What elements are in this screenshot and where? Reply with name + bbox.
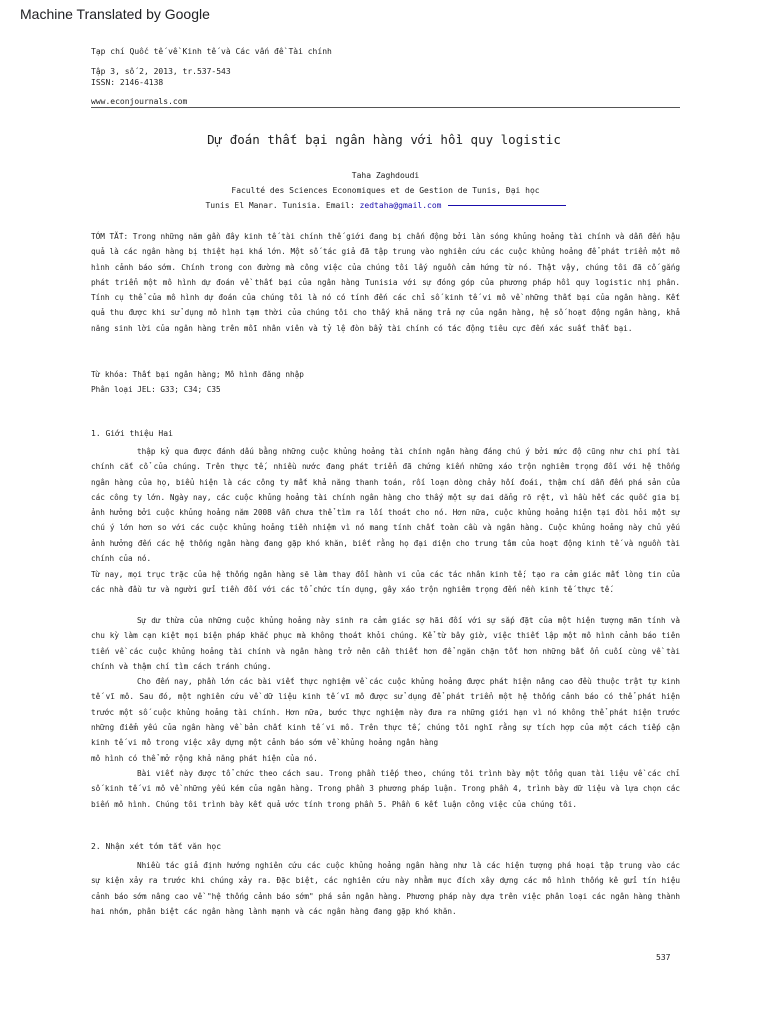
machine-translated-banner: Machine Translated by Google bbox=[20, 6, 210, 22]
author-affiliation-line2 bbox=[91, 198, 680, 213]
section-1-paragraph-2: Từ nay, mọi trục trặc của hệ thống ngân hàng sẽ làm thay đổi hành vi của các tác nhân kinh tế; tạo ra cảm giác mất lòng tin của các nhà đầu tư và người gửi tiền đối với các tổ chức tín dụng, gây xáo trộn nghiêm trọng đến nền kinh tế thực tế. bbox=[91, 570, 680, 595]
section-2-heading: 2. Nhận xét tóm tắt văn học bbox=[91, 842, 222, 851]
section-1-paragraph-1 bbox=[91, 444, 680, 566]
author-email-link[interactable]: zedtaha@gmail.com bbox=[359, 201, 442, 210]
email-underline bbox=[448, 205, 566, 206]
journal-volume: Tập 3, số 2, 2013, tr.537-543 bbox=[91, 67, 231, 76]
paragraph-text: Bài viết này được tổ chức theo cách sau. Trong phần tiếp theo, chúng tôi trình bày một tổng quan tài liệu về các chỉ số kinh tế vi mô về những yếu kém của ngân hàng. Trong phần 3 phương pháp luận. Trong phần 4, trình bày dữ liệu và lựa chọn các biến mô hình. Chúng tôi trình bày kết quả ước tính trong phần 5. Phần 6 kết luận công việc của chúng tôi. bbox=[91, 769, 680, 809]
section-1-heading: 1. Giới thiệu Hai bbox=[91, 429, 173, 438]
page-number: 537 bbox=[656, 953, 671, 962]
author-affiliation: Faculté des Sciences Economiques et de Gestion de Tunis, Đại học bbox=[231, 186, 540, 195]
section-1-paragraph-5 bbox=[91, 766, 680, 812]
journal-name: Tạp chí Quốc tế về Kinh tế và Các vấn đề Tài chính bbox=[91, 47, 332, 56]
abstract: TÓM TẮT: Trong những năm gần đây kinh tế tài chính thế giới đang bị chấn động bởi làn sóng khủng hoảng tài chính và dẫn đến hậu quả là các ngân hàng bị thiệt hại khá lớn. Một số tác giả đã tập trung vào nghiên cứu các cuộc khủng hoảng để phát triển một mô hình cảnh báo sớm. Chính trong con đường mà công việc của chúng tôi lấy nguồn cảm hứng từ nó. Thật vậy, chúng tôi đã cố gắng phát triển một mô hình dự đoán về thất bại của ngân hàng Tunisia với sự đóng góp của phương pháp hồi quy logistic nhị phân. Tính cụ thể của mô hình dự đoán của chúng tôi là nó có tính đến các chỉ số kinh tế vi mô về những thất bại của ngân hàng. Kết quả thu được khi sử dụng mô hình tạm thời của chúng tôi cho thấy khả năng trả nợ của ngân hàng, hệ số hoạt động ngân hàng, khả năng sinh lời của ngân hàng trên mỗi nhân viên và tỷ lệ đòn bẩy tài chính có tác động tiêu cực đến xác suất thất bại. bbox=[91, 232, 680, 333]
section-1-paragraph-3 bbox=[91, 613, 680, 674]
section-2-paragraph-1 bbox=[91, 858, 680, 919]
paragraph-text: Nhiều tác giả định hướng nghiên cứu các cuộc khủng hoảng ngân hàng như là các hiện tượng phá hoại tập trung vào các sự kiện xảy ra trước khi chúng xảy ra. Đặc biệt, các nghiên cứu này nhằm mục đích xây dựng các mô hình thống kê gửi tín hiệu cảnh báo sớm nâng cao về "hệ thống cảnh báo sớm" phá sản ngân hàng. Phương pháp này dựa trên việc phân loại các ngân hàng thành hai nhóm, phân biệt các ngân hàng lành mạnh và các ngân hàng đang gặp khó khăn. bbox=[91, 861, 680, 916]
journal-issn: ISSN: 2146-4138 bbox=[91, 78, 164, 87]
affiliation-city: Tunis El Manar. Tunisia. Email: bbox=[205, 201, 360, 210]
paragraph-text: Cho đến nay, phần lớn các bài viết thực nghiệm về các cuộc khủng hoảng được phát hiện nâng cao đều thuộc trật tự kinh tế vĩ mô. Sau đó, một nghiên cứu về dữ liệu kinh tế vĩ mô được sử dụng để phát triển một hệ thống cảnh báo có thể phát hiện trước một số cuộc khủng hoảng tài chính. Hơn nữa, bước thực nghiệm này đưa ra những giới hạn vì nó không thể phát hiện trước những điểm yếu của ngân hàng về bản chất kinh tế vi mô. Trên thực tế, chúng tôi nghĩ rằng sự tích hợp của một cách tiếp cận kinh tế vi mô trong việc xây dựng một cảnh báo sớm về khủng hoảng ngân hàng bbox=[91, 677, 680, 748]
section-1-paragraph-4-continued: mô hình có thể mở rộng khả năng phát hiện của nó. bbox=[91, 754, 318, 763]
header-divider bbox=[91, 107, 680, 108]
jel-classification: Phân loại JEL: G33; C34; C35 bbox=[91, 385, 221, 394]
section-1-paragraph-4 bbox=[91, 674, 680, 750]
author-name: Taha Zaghdoudi bbox=[351, 171, 420, 180]
keywords: Từ khóa: Thất bại ngân hàng; Mô hình đăng nhập bbox=[91, 370, 304, 379]
journal-info bbox=[91, 46, 332, 107]
journal-website: www.econjournals.com bbox=[91, 97, 188, 106]
paper-title: Dự đoán thất bại ngân hàng với hồi quy logistic bbox=[207, 132, 561, 147]
paragraph-text: thập kỷ qua được đánh dấu bằng những cuộc khủng hoảng tài chính ngân hàng đáng chú ý bởi mức độ cũng như chi phí tài chính cắt cổ của chúng. Trên thực tế, nhiều nước đang phát triển đã chứng kiến những xáo trộn nghiêm trọng đối với hệ thống ngân hàng của họ, biểu hiện là các công ty mất khả năng thanh toán, rối loạn dòng chảy hối đoái, thậm chí dẫn đến phá sản của các công ty lớn. Ngày nay, các cuộc khủng hoảng tài chính ngân hàng cho thấy một sự dai dẳng rõ rệt, vì hầu hết các quốc gia bị ảnh hưởng bởi cuộc khủng hoảng năm 2008 vẫn chưa thể tìm ra lối thoát cho nó. Hơn nữa, cuộc khủng hoảng hiện tại đòi hỏi một sự chú ý lớn hơn so với các cuộc khủng hoảng tiền nhiệm vì nó mang tính chất toàn cầu và ngân hàng. Cuộc khủng hoảng này chủ yếu ảnh hưởng đến các hệ thống ngân hàng đang gặp khó khăn, biết rằng họ đại diện cho trung tâm của hoạt động kinh tế và nguồn tài chính của nó. bbox=[91, 447, 680, 564]
paragraph-text: Sự dư thừa của những cuộc khủng hoảng này sinh ra cảm giác sợ hãi đối với sự sắp đặt của một hiện tượng mãn tính và chu kỳ làm cạn kiệt mọi biện pháp khắc phục mà không thoát khỏi chúng. Kể từ bây giờ, việc thiết lập một mô hình cảnh báo tiên tiến về các cuộc khủng hoảng tài chính và ngân hàng trở nên cần thiết hơn để ngăn chặn tốt hơn những bất ổn cuối cùng về tài chính và thậm chí tìm cách tránh chúng. bbox=[91, 616, 680, 671]
